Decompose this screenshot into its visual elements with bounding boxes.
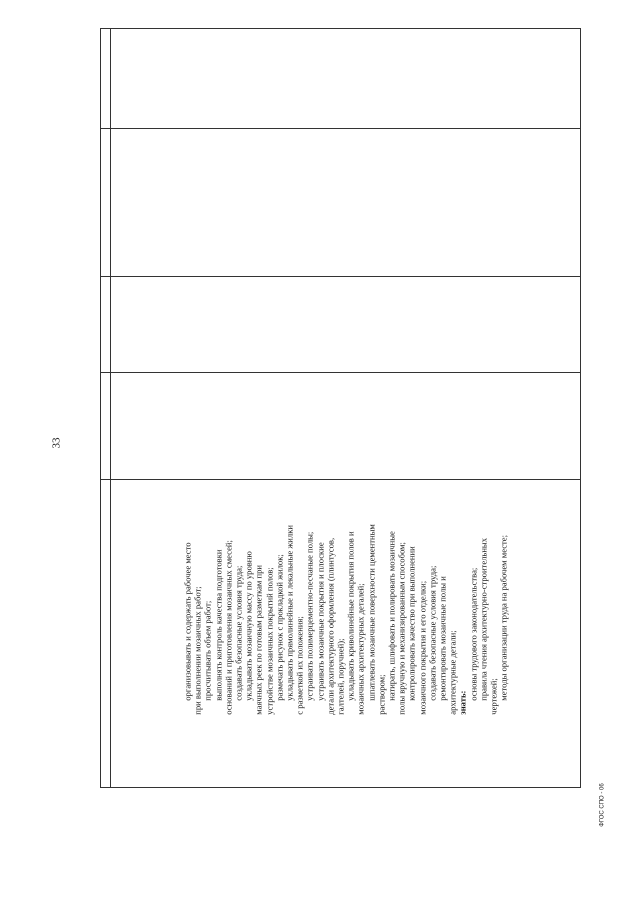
table-cell-skills: [110, 480, 581, 787]
text-line: маячных реек по готовым разметкам при: [253, 564, 264, 715]
text-line: просчитывать объем работ;: [202, 600, 213, 701]
text-line: укладывать криволинейные покрытия полов и: [345, 531, 356, 701]
footer-standard-code: [596, 760, 610, 850]
text-line: выполнять контроль качества подготовки: [212, 549, 223, 701]
text-line: полы вручную и механизированным способом;: [396, 542, 407, 715]
text-line: мозаичного покрытия и его отделки;: [416, 580, 427, 715]
text-line: основы трудового законодательства;: [467, 567, 478, 701]
text-line: устраивать полимерцементно-песчаные полы;: [304, 531, 315, 701]
table-border-left: [100, 28, 101, 788]
text-line: чертежей;: [488, 678, 499, 715]
text-line: методы организации труда на рабочем месте;: [498, 535, 509, 701]
text-line: оснований и приготовления мозаичных смесей;: [223, 540, 234, 715]
page-number: [48, 433, 64, 453]
table-border-top: [100, 28, 581, 29]
text-line: создавать безопасные условия труда;: [427, 565, 438, 701]
text-line: создавать безопасные условия труда;: [233, 565, 244, 701]
text-line: с разметкой их положения;: [294, 616, 305, 715]
text-line: знать:: [457, 690, 468, 715]
text-line: галтелей, поручней);: [335, 638, 346, 715]
text-line: шпатлевать мозаичные поверхности цементным: [365, 524, 376, 701]
skills-text: [182, 480, 509, 715]
table-row-divider: [100, 372, 581, 373]
text-line: укладывать мозаичную массу по уровню: [243, 551, 254, 701]
text-line: правила чтения архитектурно-строительных: [478, 537, 489, 701]
text-line: раствором;: [376, 674, 387, 715]
text-line: устраивать мозаичные покрытия и плоские: [314, 542, 325, 701]
text-line: детали архитектурного оформления (плинтусов,: [325, 537, 336, 715]
text-line: ремонтировать мозаичные полы и: [437, 576, 448, 701]
text-line: размечать рисунок с прокладкой жилок;: [274, 554, 285, 701]
text-line: контролировать качество при выполнении: [406, 546, 417, 701]
text-line: мозаичных архитектурных деталей;: [355, 583, 366, 715]
table-border-bottom: [100, 787, 581, 788]
text-line: укладывать прямолинейные и лекальные жилки: [284, 525, 295, 701]
text-line: организовывать и содержать рабочее место: [182, 542, 193, 701]
text-line: натирать, шлифовать и полировать мозаичные: [386, 531, 397, 701]
text-line: архитектурные детали;: [447, 630, 458, 715]
footer-text: ФГОС СПО - 06: [600, 783, 606, 827]
page-number-text: 33: [50, 437, 62, 449]
table-row-divider: [100, 276, 581, 277]
table-row-divider: [100, 128, 581, 129]
text-line: устройстве мозаичных покрытий полов;: [263, 567, 274, 715]
text-line: при выполнении мозаичных работ;: [192, 586, 203, 715]
